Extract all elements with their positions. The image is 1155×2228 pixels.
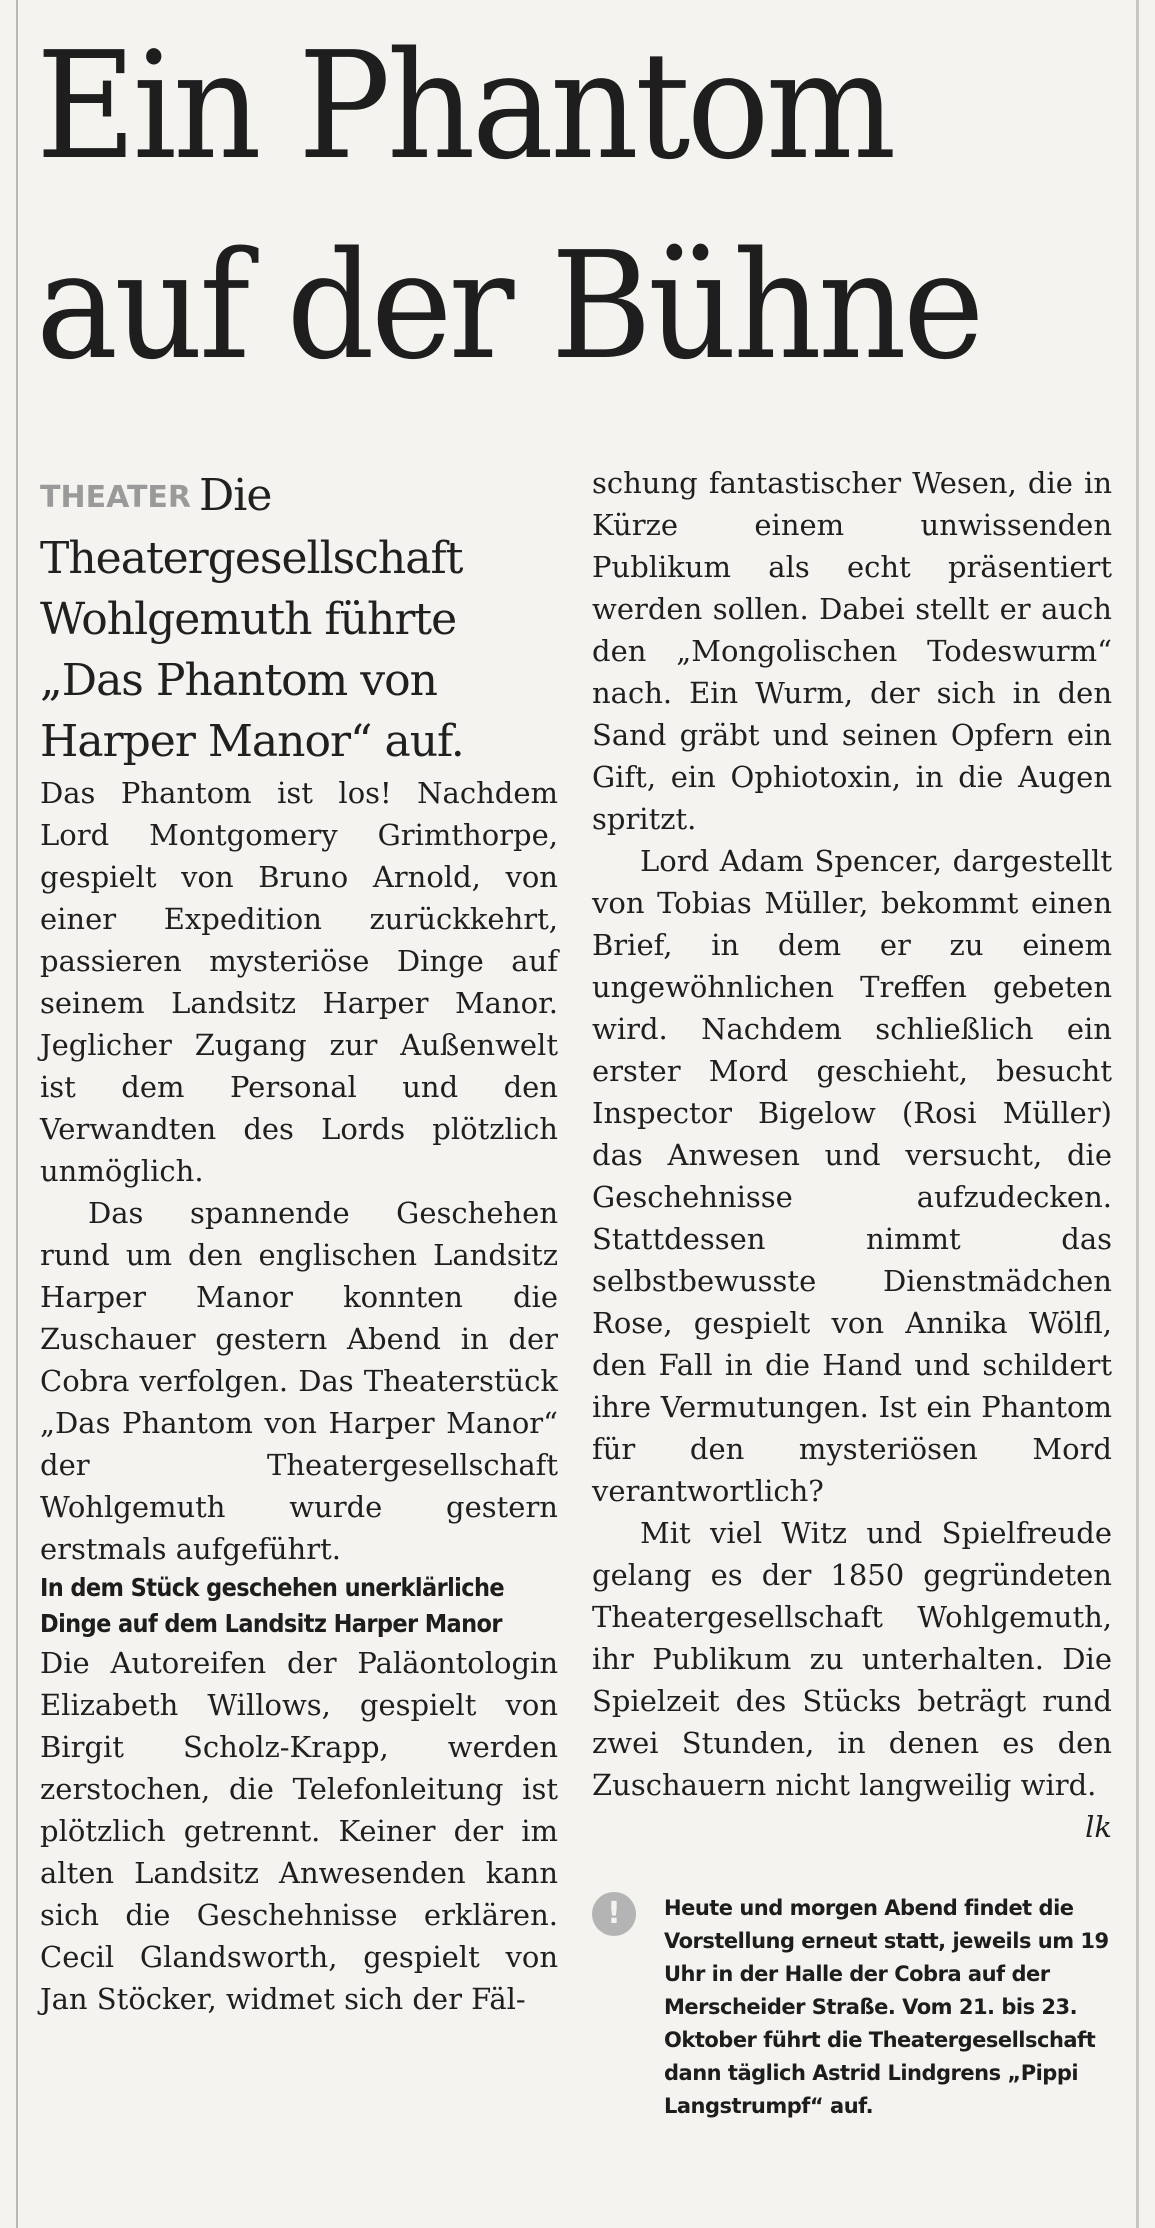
teaser <box>40 465 558 772</box>
author-initials: lk <box>1085 1810 1112 1844</box>
body-paragraph: schung fantastischer Wesen, die in Kürze einem unwissenden Publikum als echt präsentiert werden sollen. Dabei stellt er auch den „Mongolischen Todeswurm“ nach. Ein Wurm, der sich in den Sand gräbt und seinen Opfern ein Gift, ein Ophiotoxin, in die Augen spritzt. <box>592 466 1112 836</box>
body-paragraph: Die Autoreifen der Paläontologin Elizabeth Willows, gespielt von Birgit Scholz-Krapp, werden zerstochen, die Telefonleitung ist plötzlich getrennt. Keiner der im alten Landsitz Anwesenden kann sich die Geschehnisse erklären. Cecil Glandsworth, gespielt von Jan Stöcker, widmet sich der Fäl- <box>40 1646 558 2016</box>
info-text: Heute und morgen Abend findet die Vorstellung erneut statt, jeweils um 19 Uhr in der Halle der Cobra auf der Merscheider Straße. Vom 21. bis 23. Oktober führt die Theatergesellschaft dann täglich Astrid Lindgrens „Pippi Langstrumpf“ auf. <box>664 1896 1109 2118</box>
body-paragraph: Lord Adam Spencer, dargestellt von Tobias Müller, bekommt einen Brief, in dem er zu einem ungewöhnlichen Treffen gebeten wird. Nachdem schließlich ein erster Mord geschieht, besucht Inspector Bigelow (Rosi Müller) das Anwesen und versucht, die Geschehnisse aufzudecken. Stattdessen nimmt das selbstbewusste Dienstmädchen Rose, gespielt von Annika Wölfl, den Fall in die Hand und schildert ihre Vermutungen. Ist ein Phantom für den mysteriösen Mord verantwortlich? <box>592 844 1112 1508</box>
exclamation-icon: ! <box>592 1892 636 1936</box>
body-paragraph: Das spannende Geschehen rund um den englischen Landsitz Harper Manor konnten die Zuschauer gestern Abend in der Cobra verfolgen. Das Theaterstück „Das Phantom von Harper Manor“ der Theatergesellschaft Wohlgemuth wurde gestern erstmals aufgeführt. <box>40 1196 558 1566</box>
lead-text: Die Theatergesellschaft Wohlgemuth führte „Das Phantom von Harper Manor“ auf. <box>40 470 464 767</box>
kicker-label: THEATER <box>40 480 192 515</box>
clipping-right-edge <box>1136 0 1139 2228</box>
clipping-left-edge <box>16 0 18 2228</box>
left-column <box>40 465 558 2020</box>
body-paragraph: Mit viel Witz und Spielfreude gelang es der 1850 gegründeten Theatergesellschaft Wohlgemuth, ihr Publikum zu unterhalten. Die Spielzeit des Stücks beträgt rund zwei Stunden, in denen es den Zuschauern nicht langweilig wird. <box>592 1516 1112 1802</box>
info-box <box>592 1892 1112 2123</box>
headline: Ein Phantom auf der Bühne <box>36 20 981 392</box>
subheading: In dem Stück geschehen unerklärliche Dinge auf dem Landsitz Harper Manor <box>40 1573 505 1638</box>
body-paragraph: Das Phantom ist los! Nachdem Lord Montgomery Grimthorpe, gespielt von Bruno Arnold, von einer Expedition zurückkehrt, passieren mysteriöse Dinge auf seinem Landsitz Harper Manor. Jeglicher Zugang zur Außenwelt ist dem Personal und den Verwandten des Lords plötzlich unmöglich. <box>40 776 558 1188</box>
right-column <box>592 462 1112 1848</box>
